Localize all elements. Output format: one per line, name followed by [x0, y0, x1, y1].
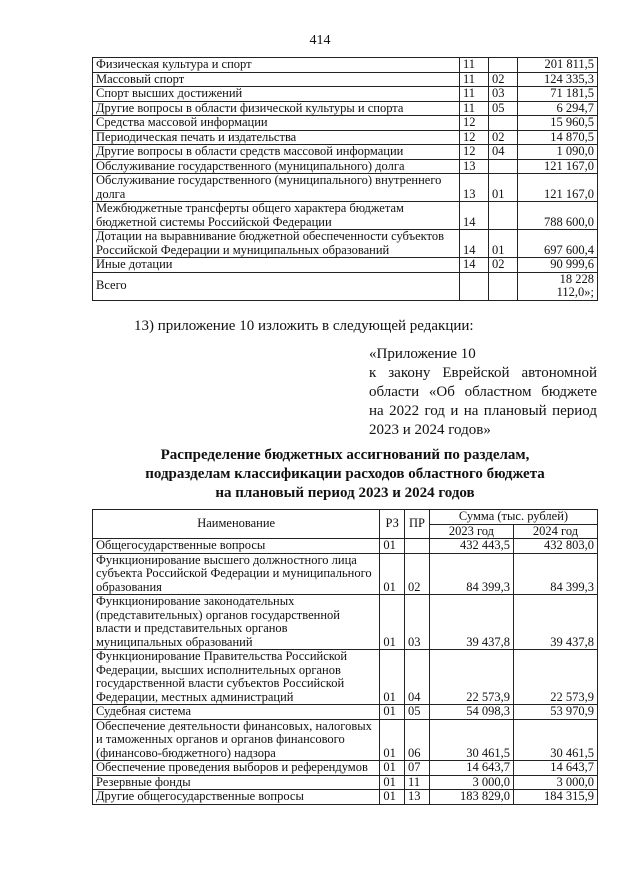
- row-2023: 183 829,0: [429, 790, 513, 805]
- document-title: [92, 446, 598, 503]
- table-row: [93, 145, 598, 160]
- row-rz: 11: [460, 58, 489, 73]
- row-pr: [489, 159, 518, 174]
- row-sum: 124 335,3: [518, 72, 598, 87]
- header-rz: РЗ: [380, 510, 405, 539]
- row-rz: 01: [380, 719, 405, 761]
- row-rz: 01: [380, 761, 405, 776]
- table-row: [93, 719, 598, 761]
- title-line: подразделам классификации расходов областного бюджета: [145, 466, 545, 482]
- row-name: Другие вопросы в области физической культуры и спорта: [93, 101, 460, 116]
- row-pr: 11: [405, 775, 430, 790]
- row-sum: 90 999,6: [518, 258, 598, 273]
- row-rz: 01: [380, 650, 405, 705]
- row-2023: 3 000,0: [429, 775, 513, 790]
- row-pr: 05: [405, 705, 430, 720]
- row-rz: 01: [380, 775, 405, 790]
- title-line: Распределение бюджетных ассигнований по разделам,: [160, 447, 530, 463]
- row-pr: 07: [405, 761, 430, 776]
- row-2024: 84 399,3: [513, 553, 597, 595]
- budget-allocation-table: [92, 509, 598, 805]
- table-row: [93, 761, 598, 776]
- header-pr: ПР: [405, 510, 430, 539]
- row-2023: 84 399,3: [429, 553, 513, 595]
- header-2023: 2023 год: [429, 524, 513, 539]
- row-pr: 02: [489, 130, 518, 145]
- appendix-header: [369, 345, 597, 440]
- header-sum: Сумма (тыс. рублей): [429, 510, 597, 525]
- table-row: [93, 202, 598, 230]
- row-rz: 12: [460, 130, 489, 145]
- table-row: [93, 595, 598, 650]
- row-sum: 18 228 112,0»;: [518, 272, 598, 300]
- row-2024: 432 803,0: [513, 539, 597, 554]
- row-rz: 01: [380, 553, 405, 595]
- row-name: Другие вопросы в области средств массовой информации: [93, 145, 460, 160]
- row-rz: 01: [380, 705, 405, 720]
- table-row: [93, 174, 598, 202]
- budget-allocation-body: [93, 539, 598, 805]
- row-rz: [460, 272, 489, 300]
- row-rz: 14: [460, 202, 489, 230]
- appendix-line: к закону Еврейской автономной: [369, 365, 597, 381]
- table-row: [93, 58, 598, 73]
- row-sum: 14 870,5: [518, 130, 598, 145]
- table-row: [93, 130, 598, 145]
- row-name: Межбюджетные трансферты общего характера бюджетам бюджетной системы Российской Федерации: [93, 202, 460, 230]
- table-row: [93, 116, 598, 131]
- row-rz: 13: [460, 174, 489, 202]
- row-rz: 14: [460, 230, 489, 258]
- row-sum: 201 811,5: [518, 58, 598, 73]
- row-pr: 02: [405, 553, 430, 595]
- row-sum: 121 167,0: [518, 174, 598, 202]
- header-name: Наименование: [93, 510, 380, 539]
- row-rz: 12: [460, 145, 489, 160]
- row-name: Обслуживание государственного (муниципального) долга: [93, 159, 460, 174]
- budget-table-continuation: [92, 57, 598, 301]
- row-2023: 432 443,5: [429, 539, 513, 554]
- row-name: Обеспечение проведения выборов и референдумов: [93, 761, 380, 776]
- row-pr: 01: [489, 230, 518, 258]
- row-rz: 01: [380, 539, 405, 554]
- row-name: Функционирование законодательных (представительных) органов государственной власти и представительных органов муниципальных образований: [93, 595, 380, 650]
- row-2024: 14 643,7: [513, 761, 597, 776]
- table-row: [93, 159, 598, 174]
- row-rz: 14: [460, 258, 489, 273]
- row-name: Периодическая печать и издательства: [93, 130, 460, 145]
- row-pr: [489, 58, 518, 73]
- row-name: Массовый спорт: [93, 72, 460, 87]
- appendix-line: 2023 и 2024 годов»: [369, 422, 491, 438]
- row-sum: 71 181,5: [518, 87, 598, 102]
- row-pr: 04: [489, 145, 518, 160]
- row-2024: 39 437,8: [513, 595, 597, 650]
- table-row: [93, 539, 598, 554]
- row-rz: 01: [380, 595, 405, 650]
- row-sum: 121 167,0: [518, 159, 598, 174]
- row-pr: 06: [405, 719, 430, 761]
- table-row: [93, 272, 598, 300]
- row-2023: 22 573,9: [429, 650, 513, 705]
- row-pr: 02: [489, 72, 518, 87]
- row-pr: 03: [489, 87, 518, 102]
- row-2024: 22 573,9: [513, 650, 597, 705]
- row-rz: 11: [460, 72, 489, 87]
- row-2023: 54 098,3: [429, 705, 513, 720]
- table-header: [93, 510, 598, 539]
- appendix-line: «Приложение 10: [369, 346, 476, 362]
- row-name: Обслуживание государственного (муниципального) внутреннего долга: [93, 174, 460, 202]
- table-row: [93, 258, 598, 273]
- table-row: [93, 87, 598, 102]
- table-row: [93, 230, 598, 258]
- row-name: Другие общегосударственные вопросы: [93, 790, 380, 805]
- amendment-instruction: 13) приложение 10 изложить в следующей редакции:: [134, 318, 474, 334]
- row-name: Всего: [93, 272, 460, 300]
- row-2023: 30 461,5: [429, 719, 513, 761]
- table-row: [93, 790, 598, 805]
- page-number: 414: [309, 33, 331, 48]
- row-pr: [489, 116, 518, 131]
- row-name: Общегосударственные вопросы: [93, 539, 380, 554]
- appendix-line: на 2022 год и на плановый период: [369, 403, 597, 419]
- row-name: Резервные фонды: [93, 775, 380, 790]
- row-rz: 11: [460, 101, 489, 116]
- row-pr: [489, 202, 518, 230]
- row-2023: 39 437,8: [429, 595, 513, 650]
- table-row: [93, 101, 598, 116]
- row-2023: 14 643,7: [429, 761, 513, 776]
- row-pr: 04: [405, 650, 430, 705]
- row-2024: 53 970,9: [513, 705, 597, 720]
- row-name: Дотации на выравнивание бюджетной обеспеченности субъектов Российской Федерации и муниципальных образований: [93, 230, 460, 258]
- row-pr: 03: [405, 595, 430, 650]
- table-row: [93, 72, 598, 87]
- row-sum: 15 960,5: [518, 116, 598, 131]
- row-2024: 30 461,5: [513, 719, 597, 761]
- row-name: Судебная система: [93, 705, 380, 720]
- row-pr: 01: [489, 174, 518, 202]
- row-name: Функционирование высшего должностного лица субъекта Российской Федерации и муниципального образования: [93, 553, 380, 595]
- row-pr: 05: [489, 101, 518, 116]
- table-row: [93, 553, 598, 595]
- row-name: Обеспечение деятельности финансовых, налоговых и таможенных органов и органов финансового (финансово-бюджетного) надзора: [93, 719, 380, 761]
- table-row: [93, 650, 598, 705]
- row-rz: 13: [460, 159, 489, 174]
- row-pr: [405, 539, 430, 554]
- row-rz: 11: [460, 87, 489, 102]
- header-2024: 2024 год: [513, 524, 597, 539]
- row-sum: 788 600,0: [518, 202, 598, 230]
- row-rz: 12: [460, 116, 489, 131]
- row-sum: 6 294,7: [518, 101, 598, 116]
- table-row: [93, 775, 598, 790]
- row-name: Физическая культура и спорт: [93, 58, 460, 73]
- title-line: на плановый период 2023 и 2024 годов: [215, 485, 475, 501]
- row-pr: 02: [489, 258, 518, 273]
- row-sum: 697 600,4: [518, 230, 598, 258]
- row-sum: 1 090,0: [518, 145, 598, 160]
- row-2024: 3 000,0: [513, 775, 597, 790]
- budget-table-continuation-body: [93, 58, 598, 301]
- row-name: Иные дотации: [93, 258, 460, 273]
- row-name: Спорт высших достижений: [93, 87, 460, 102]
- row-rz: 01: [380, 790, 405, 805]
- row-pr: 13: [405, 790, 430, 805]
- appendix-line: области «Об областном бюджете: [369, 384, 597, 400]
- row-name: Функционирование Правительства Российской Федерации, высших исполнительных органов государственной власти субъектов Российской Федерации, местных администраций: [93, 650, 380, 705]
- row-name: Средства массовой информации: [93, 116, 460, 131]
- row-2024: 184 315,9: [513, 790, 597, 805]
- table-row: [93, 705, 598, 720]
- row-pr: [489, 272, 518, 300]
